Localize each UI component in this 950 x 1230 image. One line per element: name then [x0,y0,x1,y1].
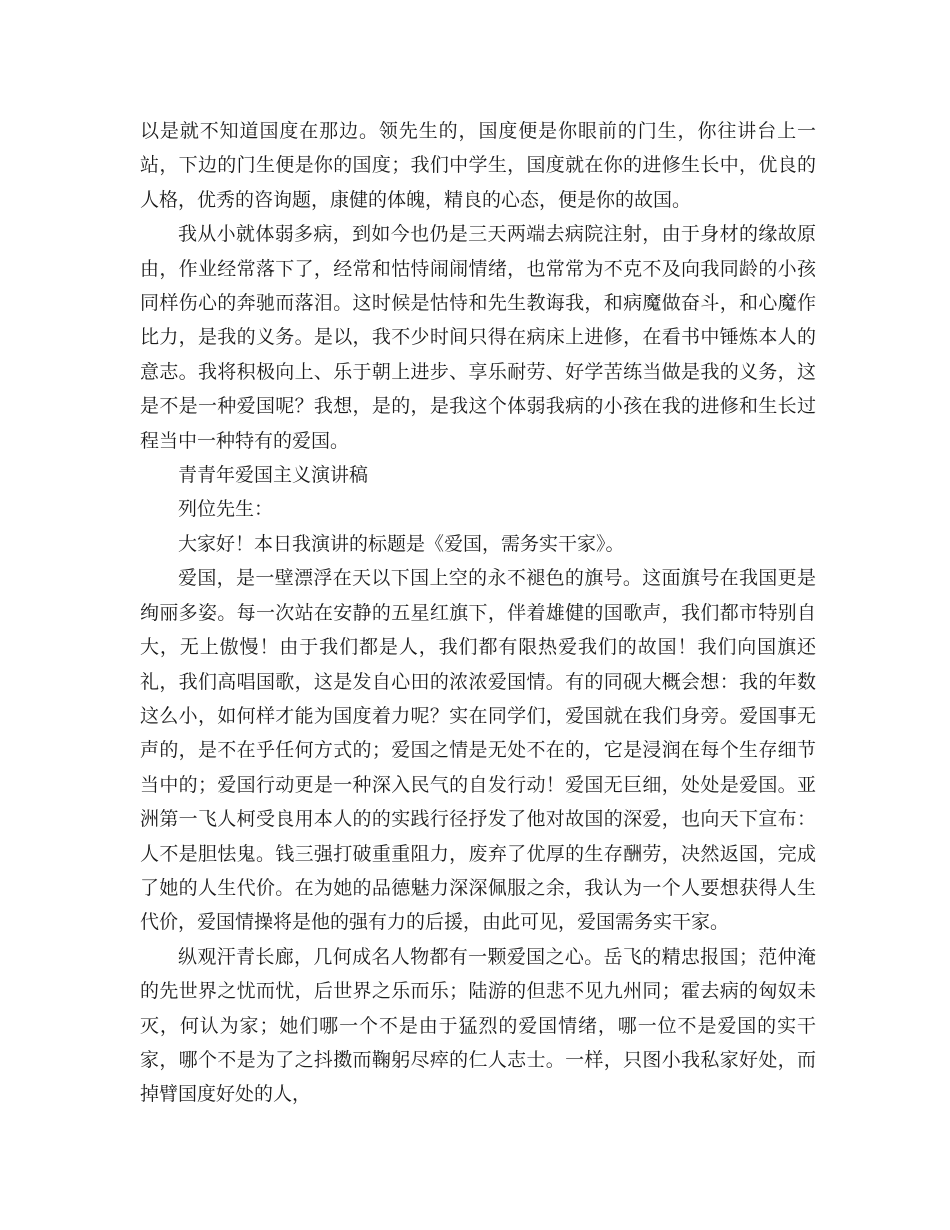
paragraph-continuation: 以是就不知道国度在那边。领先生的，国度便是你眼前的门生，你往讲台上一站，下边的门生便是你的国度；我们中学生，国度就在你的进修生长中，优良的人格，优秀的咨询题，康健的体魄，精良的心态，便是你的故国。 [140,120,816,211]
greeting-line: 大家好！本日我演讲的标题是《爱国，需务实干家》。 [178,532,625,555]
paragraph-history-figures: 纵观汗青长廊，几何成名人物都有一颗爱国之心。岳飞的精忠报国；范仲淹的先世界之忧而忧，后世界之乐而乐；陆游的但悲不见九州同；霍去病的匈奴未灭，何认为家；她们哪一个不是由于猛烈的爱国情绪，哪一位不是爱国的实干家，哪个不是为了之抖擞而鞠躬尽瘁的仁人志士。一样，只图小我私家好处，而掉臂国度好处的人， [140,945,816,1106]
document-body [140,114,816,1112]
paragraph-patriotism-flag: 爱国，是一壁漂浮在天以下国上空的永不褪色的旗号。这面旗号在我国更是绚丽多姿。每一次站在安静的五星红旗下，伴着雄健的国歌声，我们都市特别自大，无上傲慢！由于我们都是人，我们都有限热爱我们的故国！我们向国旗还礼，我们高唱国歌，这是发自心田的浓浓爱国情。有的同砚大概会想：我的年数这么小，如何样才能为国度着力呢？实在同学们，爱国就在我们身旁。爱国事无声的，是不在乎任何方式的；爱国之情是无处不在的，它是浸润在每个生存细节当中的；爱国行动更是一种深入民气的自发行动！爱国无巨细，处处是爱国。亚洲第一飞人柯受良用本人的的实践行径抒发了他对故国的深爱，也向天下宣布：人不是胆怯鬼。钱三强打破重重阻力，废弃了优厚的生存酬劳，决然返国，完成了她的人生代价。在为她的品德魅力深深佩服之余，我认为一个人要想获得人生代价，爱国情操将是他的强有力的后援，由此可见，爱国需务实干家。 [140,567,816,934]
salutation: 列位先生： [178,498,274,521]
paragraph-illness-story: 我从小就体弱多病，到如今也仍是三天两端去病院注射，由于身材的缘故原由，作业经常落下了，经常和怙恃闹闹情绪，也常常为不克不及向我同龄的小孩同样伤心的奔驰而落泪。这时候是怙恃和先生教诲我，和病魔做奋斗，和心魔作比力，是我的义务。是以，我不少时间只得在病床上进修，在看书中锤炼本人的意志。我将积极向上、乐于朝上进步、享乐耐劳、好学苦练当做是我的义务，这是不是一种爱国呢？我想，是的，是我这个体弱我病的小孩在我的进修和生长过程当中一种特有的爱国。 [140,223,816,452]
speech-title: 青青年爱国主义演讲稿 [178,464,369,487]
